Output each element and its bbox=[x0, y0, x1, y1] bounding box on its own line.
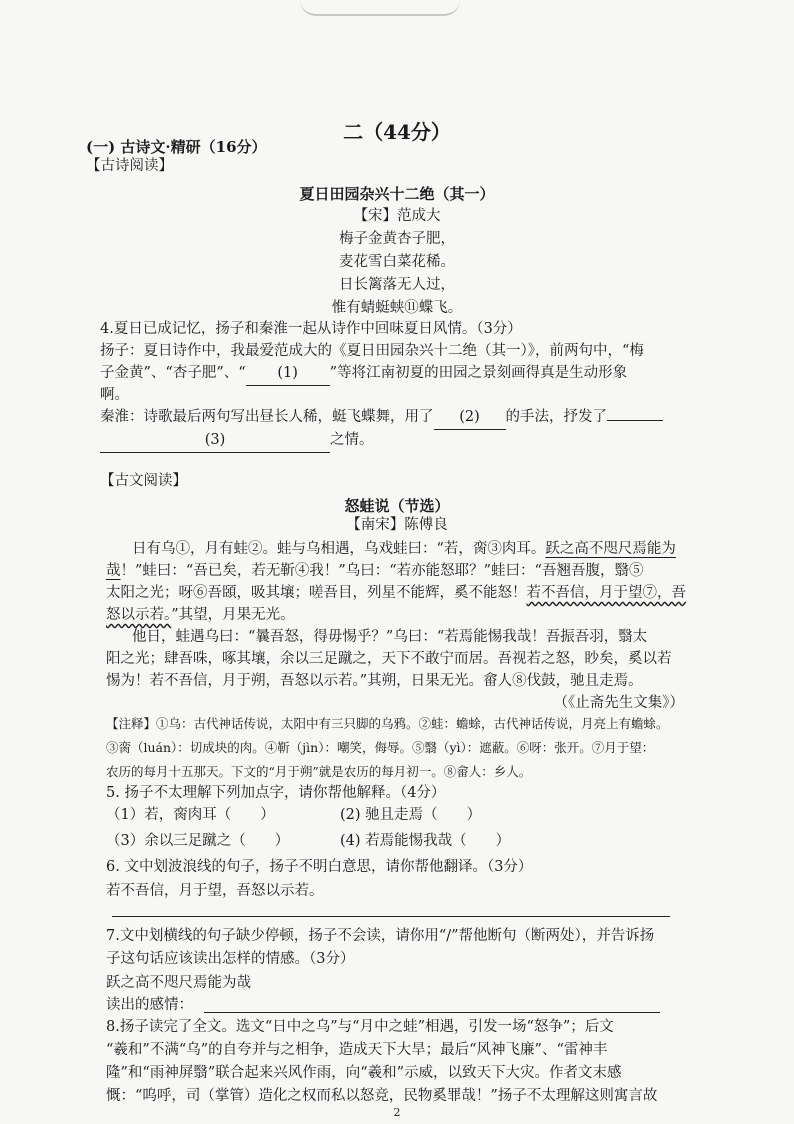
prose-p2-line: 惕为！若不吾信，月于朔，吾怒以示若。”其朔，日果无光。畲人⑧伐鼓，驰且走焉。 bbox=[106, 673, 643, 689]
q4-line-5: (3) 之情。 bbox=[100, 429, 374, 453]
q6-answer-line[interactable] bbox=[112, 916, 670, 917]
q7-line: 7.文中划横线的句子缺少停顿，扬子不会读，请你用“/”帮他断句（断两处），并告诉扬 bbox=[106, 928, 655, 944]
prose-p2-line: 阳之光；肆吾咮，啄其壤，余以三足蹴之，天下不敢宁而居。吾视若之怒，眇矣，奚以若 bbox=[106, 651, 672, 667]
q7-emotion-answer-line[interactable] bbox=[204, 1012, 660, 1013]
section-title: 二（44分） bbox=[343, 120, 451, 144]
q5-option-2[interactable]: (2) 驰且走焉（ ） bbox=[340, 807, 482, 823]
q4-blank-1[interactable]: (1) bbox=[246, 362, 330, 386]
q8-line: 隆”和“雨神屏翳”联合起来兴风作雨，向“羲和”示威，以致天下大灾。作者文末感 bbox=[106, 1065, 622, 1081]
prose-source: （《止斋先生文集》） bbox=[553, 695, 684, 711]
page-number: 2 bbox=[393, 1106, 401, 1119]
prose-p1-line4: 怒以示若。”其望，月果无光。 bbox=[106, 607, 295, 623]
poem-line: 梅子金黄杏子肥， bbox=[339, 231, 455, 247]
q5-stem: 5. 扬子不太理解下列加点字，请你帮他解释。（4分） bbox=[106, 785, 446, 801]
poem-title: 夏日田园杂兴十二绝（其一） bbox=[299, 185, 495, 203]
prose-title: 怒蛙说（节选） bbox=[344, 497, 450, 515]
q4-blank-3a[interactable] bbox=[607, 420, 663, 421]
q4-blank-3[interactable]: (3) bbox=[100, 429, 330, 453]
q8-line: 8.扬子读完了全文。选文“日中之乌”与“月中之蛙”相遇，引发一场“怒争”；后文 bbox=[106, 1019, 614, 1035]
q4-line: 啊。 bbox=[100, 387, 129, 403]
q4-line-2: 子金黄”、“杏子肥”、“ (1) ”等将江南初夏的田园之景刻画得真是生动形象 bbox=[100, 362, 627, 386]
part1-header: (一) 古诗文·精研（16分） bbox=[86, 138, 267, 156]
prose-p2-line: 他日，蛙遇乌曰：“曩吾怒，得毋惕乎？”乌曰：“若焉能惕我哉！吾振吾羽，翳太 bbox=[132, 629, 648, 645]
prose-author: 【南宋】陈傅良 bbox=[346, 517, 448, 533]
q7-line: 子这句话应该读出怎样的情感。（3分） bbox=[106, 951, 355, 967]
q8-line: “羲和”不满“乌”的自夸并与之相争，造成天下大旱；最后“风神飞廉”、“雷神丰 bbox=[106, 1042, 608, 1058]
q4-blank-2[interactable]: (2) bbox=[434, 406, 506, 430]
q7-sentence: 跃之高不咫尺焉能为哉 bbox=[106, 975, 251, 991]
prose-reading-label: 【古文阅读】 bbox=[100, 473, 187, 489]
q5-option-4[interactable]: (4) 若焉能惕我哉（ ） bbox=[340, 833, 511, 849]
q5-option-1[interactable]: （1）若，脔肉耳（ ） bbox=[106, 807, 275, 823]
poem-line: 麦花雪白菜花稀。 bbox=[339, 254, 455, 270]
q7-emotion-label: 读出的感情： bbox=[106, 997, 193, 1013]
poem-line: 惟有蜻蜓蛱⑪蝶飞。 bbox=[331, 300, 463, 316]
prose-p1-line1: 日有乌①，月有蛙②。蛙与乌相遇，乌戏蛙曰：“若，脔③肉耳。跃之高不咫尺焉能为 bbox=[132, 541, 676, 557]
notes-line: 农历的每月十五那天。下文的“月于朔”就是农历的每月初一。⑧畲人：乡人。 bbox=[106, 764, 532, 779]
poem-author: 【宋】范成大 bbox=[353, 208, 441, 224]
q4-line: 扬子：夏日诗作中，我最爱范成大的《夏日田园杂兴十二绝（其一）》，前两句中，“梅 bbox=[100, 343, 644, 359]
prose-p1-line2: 哉！”蛙曰：“吾已矣，若无靳④我！”乌曰：“若亦能怒耶？”蛙曰：“吾翘吾腹，翳⑤ bbox=[106, 563, 644, 579]
prose-p1-line3: 太阳之光；呀⑥吾頣，吸其壤；嗟吾目，列星不能辉，奚不能怒！若不吾信，月于望⑦，吾 bbox=[106, 585, 686, 601]
poem-reading-label: 【古诗阅读】 bbox=[86, 158, 173, 174]
notes-line: 【注释】①乌：古代神话传说，太阳中有三只脚的乌鸦。②蛙：蟾蜍，古代神话传说，月亮上有蟾蜍。 bbox=[106, 716, 669, 731]
underlined-sentence: 跃之高不咫尺焉能为 bbox=[545, 541, 676, 557]
notes-line: ③脔（luán）：切成块的肉。④靳（jìn）：嘲笑，侮辱。⑤翳（yì）：遮蔽。⑥呀：张开。⑦月于望： bbox=[106, 740, 655, 755]
q8-line: 慨：“呜呼，司（掌管）造化之权而私以怒竞，民物奚罪哉！”扬子不太理解这则寓言故 bbox=[106, 1088, 658, 1104]
q6-stem: 6. 文中划波浪线的句子，扬子不明白意思，请你帮他翻译。（3分） bbox=[106, 859, 533, 875]
scan-edge-mark bbox=[300, 0, 460, 16]
q4-stem: 4.夏日已成记忆，扬子和秦淮一起从诗作中回味夏日风情。（3分） bbox=[100, 321, 522, 337]
q5-option-3[interactable]: （3）余以三足蹴之（ ） bbox=[106, 833, 290, 849]
q6-sentence: 若不吾信，月于望，吾怒以示若。 bbox=[106, 883, 324, 899]
poem-line: 日长篱落无人过， bbox=[339, 277, 455, 293]
wavy-sentence: 若不吾信，月于望⑦，吾 bbox=[526, 585, 686, 601]
q4-line-4: 秦淮：诗歌最后两句写出昼长人稀，蜓飞蝶舞，用了 (2) 的手法，抒发了 bbox=[100, 406, 663, 430]
